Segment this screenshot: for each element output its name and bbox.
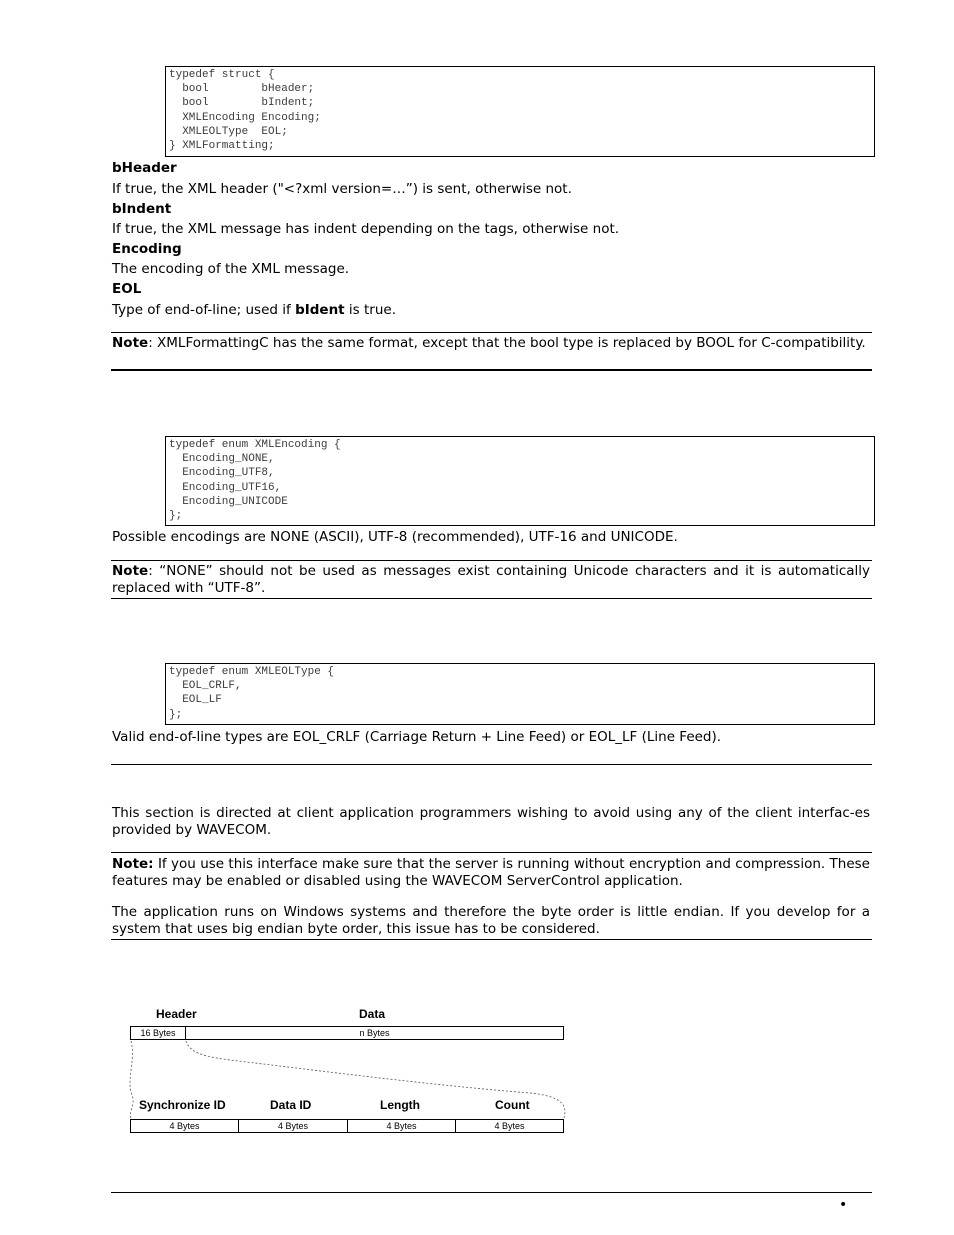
- field-desc-encoding: The encoding of the XML message.: [112, 261, 350, 277]
- encoding-desc: Possible encodings are NONE (ASCII), UTF-8 (recommended), UTF-16 and UNICODE.: [112, 529, 678, 545]
- xmleoltype-code-block: typedef enum XMLEOLType { EOL_CRLF, EOL_LF };: [165, 663, 875, 725]
- field-desc-eol-text: Type of end-of-line; used if: [112, 302, 296, 318]
- diagram-sync-id-label: Synchronize ID: [139, 1098, 226, 1112]
- xmlencoding-code-block: typedef enum XMLEncoding { Encoding_NONE, Encoding_UTF8, Encoding_UTF16, Encoding_UNICODE };: [165, 436, 875, 526]
- field-term-encoding: Encoding: [112, 241, 182, 257]
- note-label: Note:: [112, 856, 154, 872]
- diagram-data-id-label: Data ID: [270, 1098, 312, 1112]
- footer-bullet: •: [839, 1197, 848, 1213]
- field-desc-bindent: If true, the XML message has indent depending on the tags, otherwise not.: [112, 221, 620, 237]
- section-intro: This section is directed at client application programmers wishing to avoid using any of the client interfac-es provided by WAVECOM.: [112, 805, 870, 838]
- diagram-data-id-box: 4 Bytes: [238, 1119, 348, 1133]
- field-term-bindent: bIndent: [112, 201, 172, 217]
- byte-order-text: The application runs on Windows systems and therefore the byte order is little endian. If you develop for a system that uses big endian byte order, this issue has to be considered.: [112, 904, 870, 937]
- eol-desc: Valid end-of-line types are EOL_CRLF (Carriage Return + Line Feed) or EOL_LF (Line Feed).: [112, 729, 722, 745]
- footer-rule: [111, 1192, 872, 1193]
- diagram-data-label: Data: [359, 1007, 386, 1021]
- field-desc-eol-tail: is true.: [344, 302, 397, 318]
- diagram-header-label: Header: [156, 1007, 197, 1021]
- field-desc-bheader: If true, the XML header ("<?xml version=…”) is sent, otherwise not.: [112, 181, 572, 197]
- diagram-sync-id-box: 4 Bytes: [130, 1119, 239, 1133]
- note-label: Note: [112, 563, 149, 579]
- note-text: : “NONE” should not be used as messages exist containing Unicode characters and it is automatically replaced with “UTF-8”.: [112, 563, 870, 596]
- field-term-eol: EOL: [112, 281, 142, 297]
- xmlformatting-code-block: typedef struct { bool bHeader; bool bIndent; XMLEncoding Encoding; XMLEOLType EOL; } XMLFormatting;: [165, 66, 875, 157]
- field-term-bheader: bHeader: [112, 160, 177, 176]
- diagram-data-box: n Bytes: [185, 1026, 564, 1040]
- diagram-length-label: Length: [380, 1098, 420, 1112]
- diagram-length-box: 4 Bytes: [347, 1119, 456, 1133]
- note-label: Note: [112, 335, 149, 351]
- note-text: : XMLFormattingC has the same format, except that the bool type is replaced by BOOL for C-compatibility.: [148, 335, 866, 351]
- diagram-count-label: Count: [495, 1098, 530, 1112]
- field-desc-eol-bold: bIdent: [295, 302, 345, 318]
- note-text: If you use this interface make sure that the server is running without encryption and compression. These features may be enabled or disabled using the WAVECOM ServerControl application.: [112, 856, 870, 889]
- diagram-header-box: 16 Bytes: [130, 1026, 186, 1040]
- diagram-count-box: 4 Bytes: [455, 1119, 564, 1133]
